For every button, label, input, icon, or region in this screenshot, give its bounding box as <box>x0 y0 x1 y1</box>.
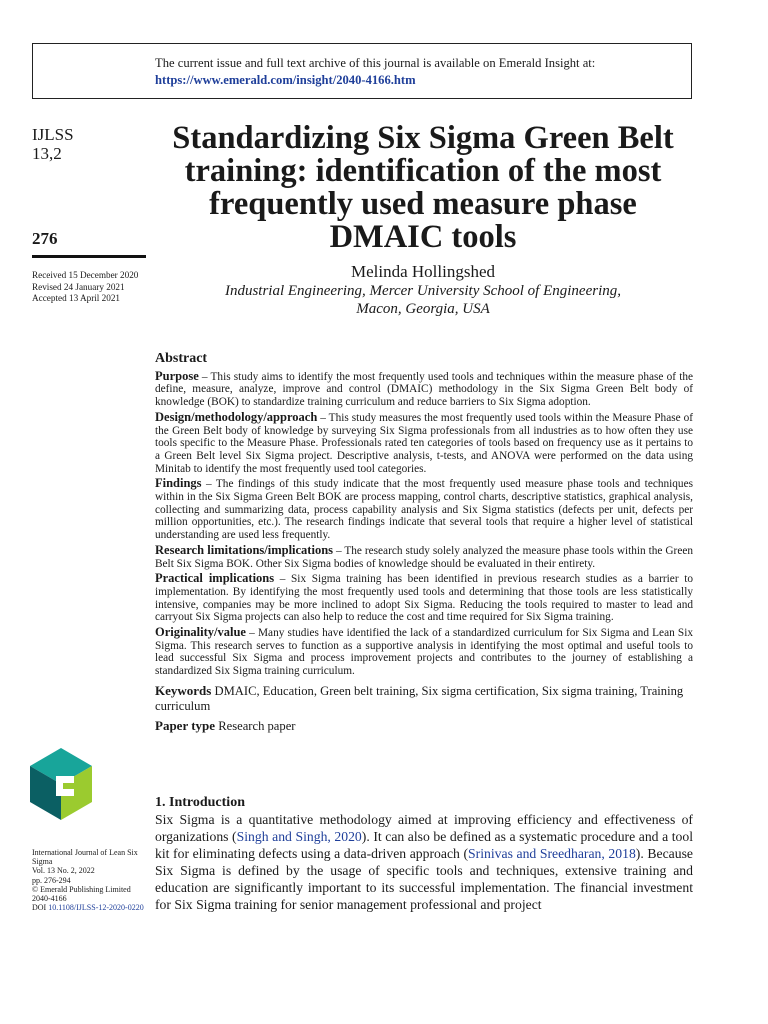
findings-label: Findings <box>155 476 202 491</box>
doi-link[interactable]: 10.1108/IJLSS-12-2020-0220 <box>48 903 144 913</box>
received-date: Received 15 December 2020 <box>32 270 139 280</box>
article-title: Standardizing Six Sigma Green Belt training: identification of the most frequently used measure phase DMAIC tools <box>172 120 674 255</box>
intro-text-3: ). Because Six Sigma is defined by the usage of specific tools and techniques, extensive training and education are significantly important to its successful implementation. The financial investment for Six Sigma training for senior management professional and project <box>155 846 693 912</box>
introduction-paragraph <box>155 811 693 913</box>
introduction-heading: 1. Introduction <box>155 795 245 810</box>
revised-date: Revised 24 January 2021 <box>32 281 125 292</box>
practical-text: – Six Sigma training has been identified in previous research studies as a barrier to implementation. By identifying the most frequently used tools and determining that those tools are less statistically intensive, companies may be more inclined to adopt Six Sigma. Reducing the tools required to master to lead and carryout Six Sigma projects can also help to reduce the cost and time required for Six Sigma training. <box>155 573 693 624</box>
abstract-purpose <box>155 370 693 409</box>
accepted-date: Accepted 13 April 2021 <box>32 293 121 304</box>
affiliation-line-1: Industrial Engineering, Mercer University School of Engineering, <box>224 283 622 299</box>
design-text: – This study measures the most frequently used tools within the Measure Phase of the Green Belt body of knowledge by surveying Six Sigma professionals from all industries as to how often they use tools specific to the Measure Phase. Professionals rated ten categories of tools based on frequency use as it pertains to a Green Belt level Six Sigma project. Descriptive analysis, t-tests, and ANOVA were performed on the data using Minitab to identify the most frequently used tool categories. <box>155 411 693 475</box>
citation-vol: Vol. 13 No. 2, 2022 <box>32 866 95 876</box>
page-number: 276 <box>32 229 58 248</box>
purpose-text: – This study aims to identify the most frequently used tools and techniques within the measure phase of the define, measure, analyze, improve and control (DMAIC) methodology in the Six Sigma Green Belt body of knowledge (BOK) to standardize training curriculum and reduce barriers to Six Sigma adoption. <box>155 370 693 409</box>
limitations-text: – The research study solely analyzed the measure phase tools within the Green Belt Six Sigma BOK. Other Six Sigma bodies of knowledge should be evaluated in their entirety. <box>155 544 693 570</box>
abstract-practical <box>155 572 693 624</box>
abstract-design <box>155 411 693 476</box>
introduction-section <box>155 794 693 913</box>
purpose-label: Purpose <box>155 368 199 383</box>
paper-type <box>155 717 693 733</box>
citation-publisher: © Emerald Publishing Limited <box>32 884 131 894</box>
affiliation-line-2: Macon, Georgia, USA <box>356 301 490 317</box>
paper-type-label: Paper type <box>155 717 216 733</box>
limitations-label: Research limitations/implications <box>155 542 334 557</box>
emerald-logo-icon <box>30 748 92 820</box>
author-name: Melinda Hollingshed <box>350 262 495 281</box>
doi-label: DOI <box>32 903 47 913</box>
abstract-findings <box>155 477 693 542</box>
journal-abbr-text: IJLSS <box>32 125 74 144</box>
article-history-dates <box>32 270 138 305</box>
citation-link-srinivas[interactable]: Srinivas and Sreedharan, 2018 <box>468 846 636 861</box>
banner-text: The current issue and full text archive of this journal is available on Emerald Insight at: <box>155 56 596 70</box>
journal-url-link[interactable]: https://www.emerald.com/insight/2040-4166.htm <box>155 73 416 87</box>
journal-availability-banner <box>32 43 692 99</box>
intro-text-2: ). It can also be defined as a systematic procedure and a tool kit for eliminating defects using a data-driven approach ( <box>155 829 694 861</box>
citation-journal: International Journal of Lean Six Sigma <box>32 848 138 867</box>
paper-type-text: Research paper <box>215 718 296 733</box>
findings-text: – The findings of this study indicate that the most frequently used measure phase tools and techniques within in the Six Sigma Green Belt BOK are process mapping, control charts, descriptive statistics, graphical analysis, collecting and summarizing data, process capability analysis and Six Sigma statistics (defects per unit, defects per million opportunities, etc.). The research findings indicate that several tools that require a higher level of statistical understanding are used less frequently. <box>155 478 693 542</box>
volume-issue: 13,2 <box>32 144 62 163</box>
practical-label: Practical implications <box>155 571 275 586</box>
citation-link-singh[interactable]: Singh and Singh, 2020 <box>236 829 362 844</box>
citation-issn: 2040-4166 <box>32 894 67 904</box>
abstract-section <box>155 353 693 733</box>
journal-abbreviation <box>32 125 74 163</box>
keywords-text: DMAIC, Education, Green belt training, Six sigma certification, Six sigma training, Training curriculum <box>155 683 684 713</box>
originality-label: Originality/value <box>155 625 246 640</box>
citation-block <box>32 848 144 912</box>
keywords-label: Keywords <box>155 682 212 698</box>
margin-divider <box>32 255 146 258</box>
author-affiliation <box>155 282 691 318</box>
abstract-originality <box>155 626 693 678</box>
design-label: Design/methodology/approach <box>155 409 318 424</box>
intro-text-1: Six Sigma is a quantitative methodology aimed at improving efficiency and effectiveness of organizations ( <box>155 812 693 844</box>
abstract-heading: Abstract <box>155 351 208 366</box>
keywords <box>155 683 693 714</box>
originality-text: – Many studies have identified the lack of a standardized curriculum for Six Sigma and Lean Six Sigma. This research serves to function as a supportive analysis in identifying the most optimal and useful tools to lead successful Six Sigma and process improvement projects and contributes to the journey of establishing a standardized Six Sigma training curriculum. <box>155 627 693 678</box>
abstract-limitations <box>155 544 693 570</box>
citation-pages: pp. 276-294 <box>32 875 71 885</box>
citation-doi-line <box>32 903 144 912</box>
